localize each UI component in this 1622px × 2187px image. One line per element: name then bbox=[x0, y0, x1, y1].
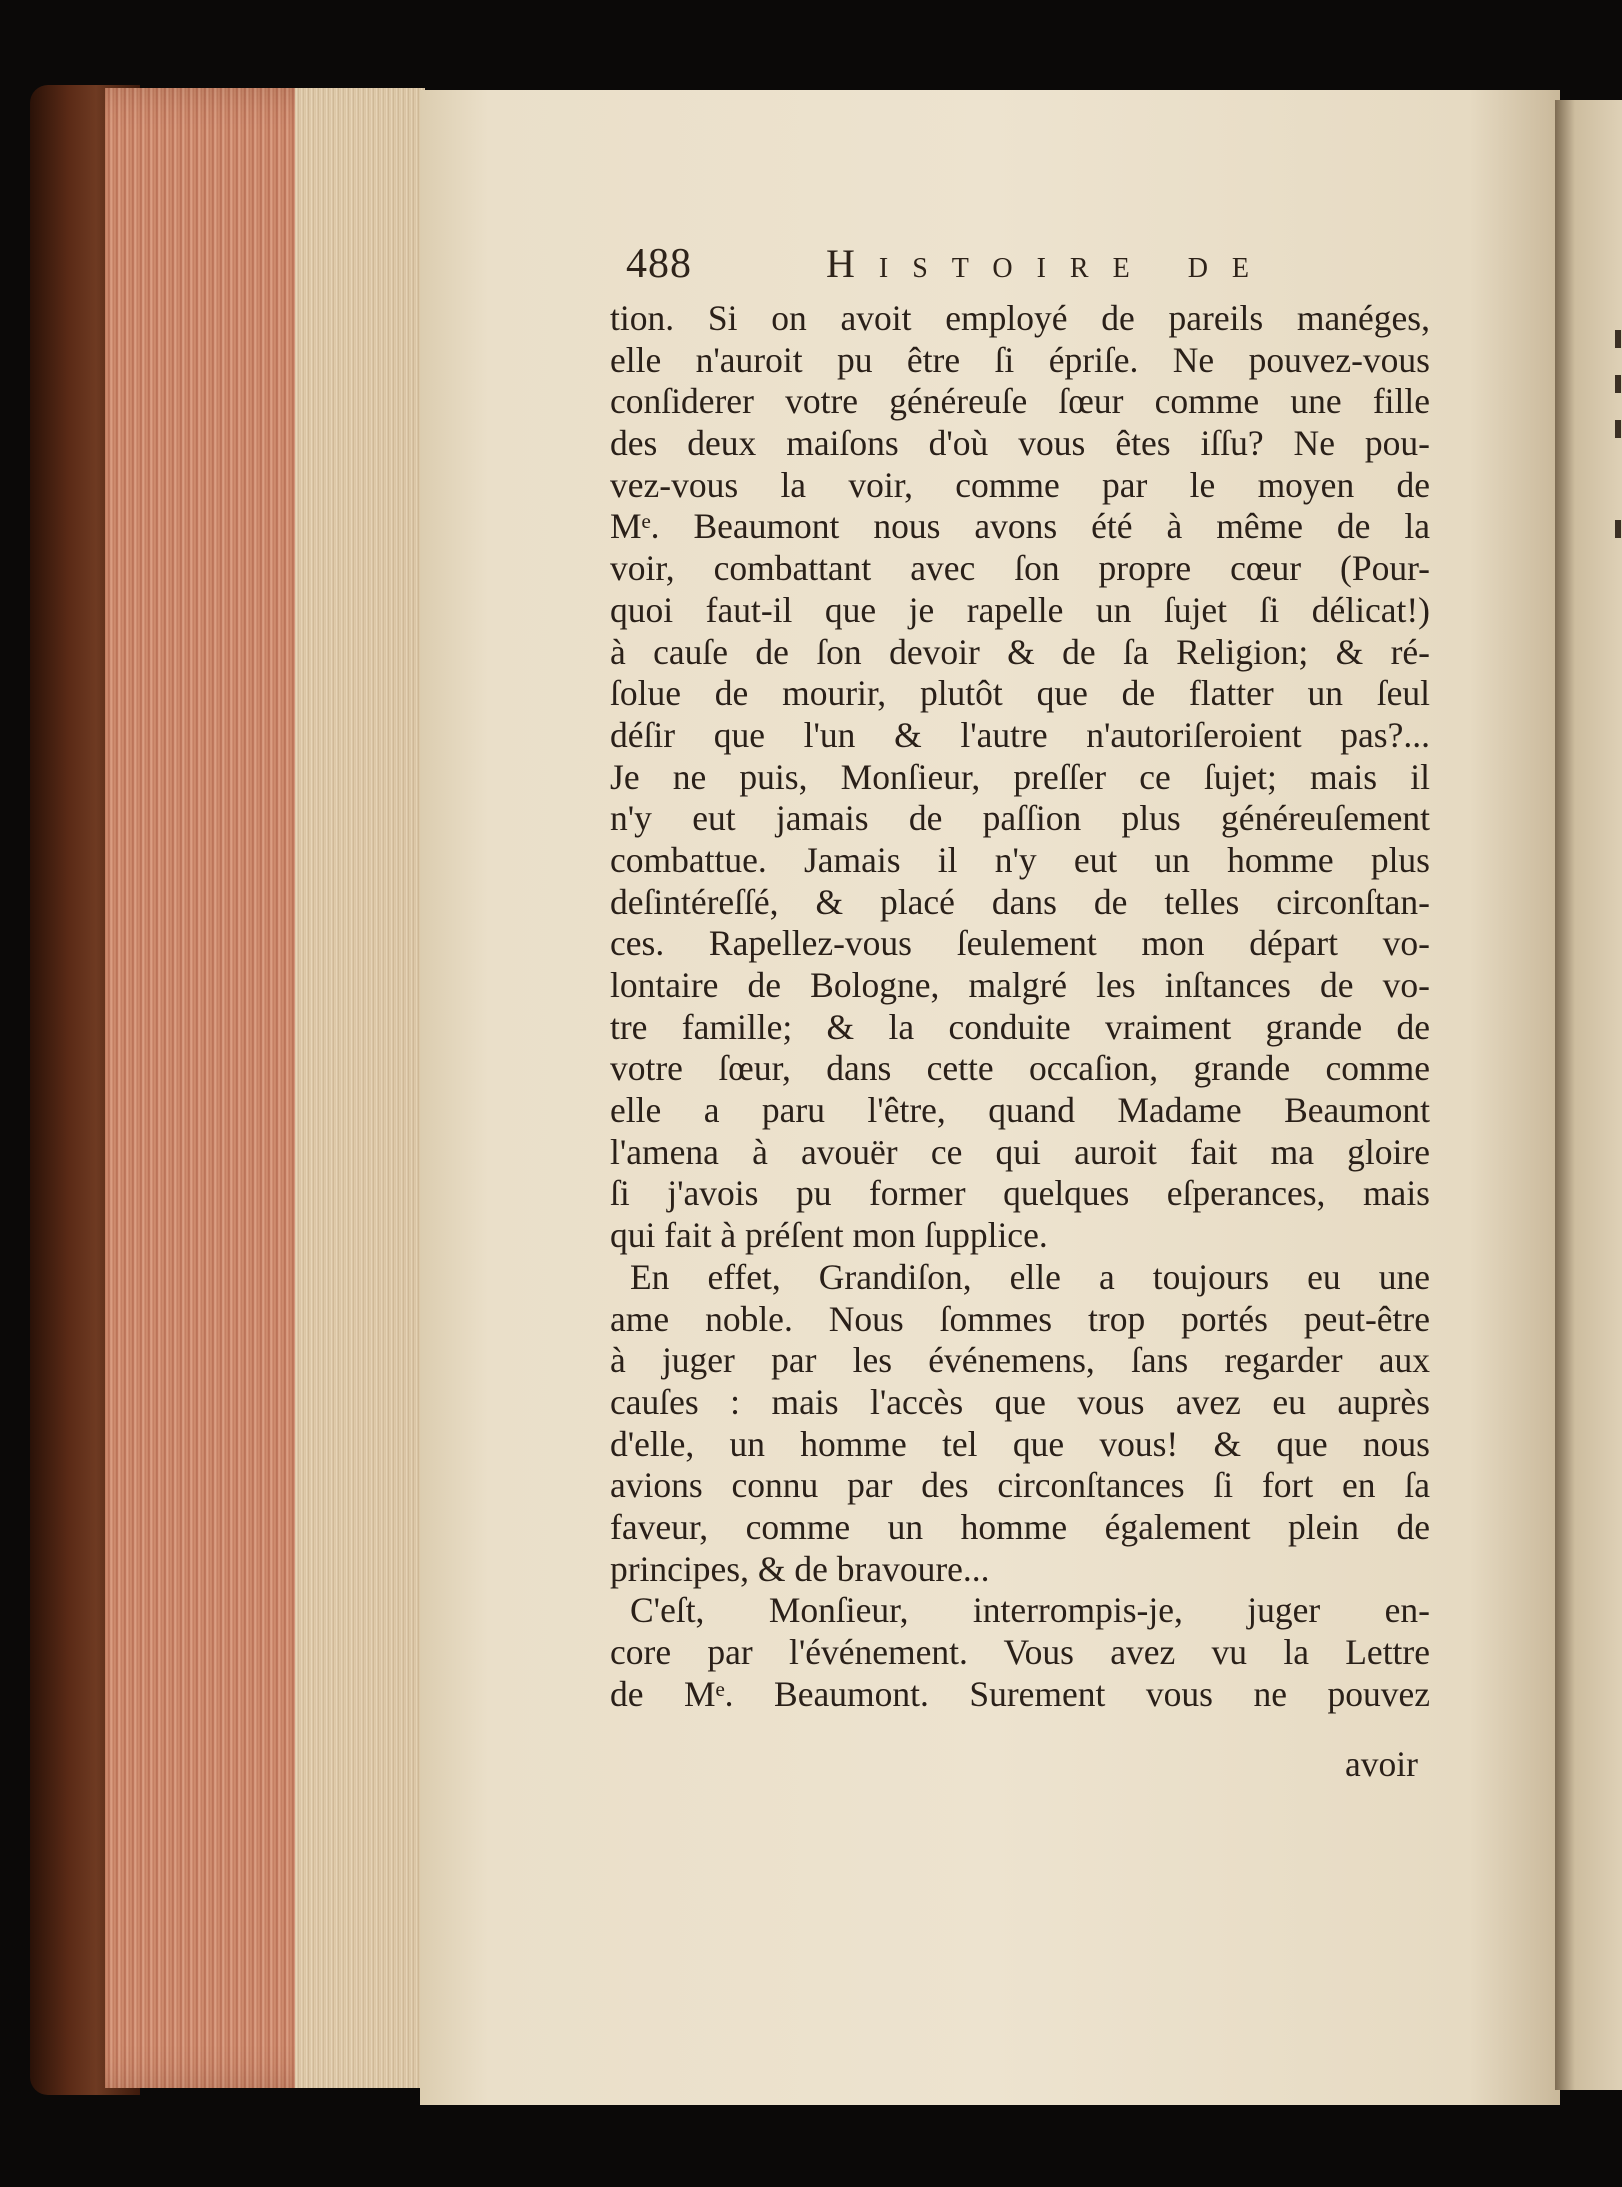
text-line: quoi faut-il que je rapelle un ſujet ſi délicat!) bbox=[610, 589, 1430, 630]
text-line: lontaire de Bologne, malgré les inſtances de vo- bbox=[610, 965, 1430, 1005]
text-line: avions connu par des circonſtances ſi fort en ſa bbox=[610, 1465, 1430, 1506]
text-line: core par l'événement. Vous avez vu la Lettre bbox=[610, 1632, 1430, 1672]
text-line: vez-vous la voir, comme par le moyen de bbox=[610, 464, 1430, 505]
text-line: faveur, comme un homme également plein de bbox=[610, 1506, 1430, 1547]
text-line: Mᵉ. Beaumont nous avons été à même de la bbox=[610, 506, 1430, 547]
text-line: cauſes : mais l'accès que vous avez eu auprès bbox=[610, 1381, 1430, 1422]
text-line: combattue. Jamais il n'y eut un homme plus bbox=[610, 839, 1430, 880]
running-title: Histoire de bbox=[826, 241, 1274, 286]
text-line: elle n'auroit pu être ſi épriſe. Ne pouvez-vous bbox=[610, 339, 1430, 380]
text-line: principes, & de bravoure... bbox=[610, 1548, 990, 1589]
text-line: En effet, Grandiſon, elle a toujours eu une bbox=[630, 1256, 1430, 1297]
text-line: n'y eut jamais de paſſion plus généreuſement bbox=[610, 798, 1430, 839]
text-line: votre ſœur, dans cette occaſion, grande comme bbox=[610, 1048, 1430, 1089]
text-line: voir, combattant avec ſon propre cœur (Pour- bbox=[610, 548, 1430, 589]
text-line: d'elle, un homme tel que vous! & que nous bbox=[610, 1423, 1430, 1464]
text-line: l'amena à avouër ce qui auroit fait ma gloire bbox=[610, 1131, 1430, 1172]
text-line: tion. Si on avoit employé de pareils manéges, bbox=[610, 298, 1430, 338]
page-number: 488 bbox=[626, 241, 692, 287]
text-line: C'eſt, Monſieur, interrompis-je, juger en- bbox=[630, 1590, 1430, 1631]
text-line: des deux maiſons d'où vous êtes iſſu? Ne pou- bbox=[610, 423, 1430, 464]
text-line: Je ne puis, Monſieur, preſſer ce ſujet; mais il bbox=[610, 756, 1430, 797]
text-line: de Mᵉ. Beaumont. Surement vous ne pouvez bbox=[610, 1673, 1430, 1714]
text-line: à cauſe de ſon devoir & de ſa Religion; & ré- bbox=[610, 631, 1430, 672]
text-line: à juger par les événemens, ſans regarder aux bbox=[610, 1340, 1430, 1381]
text-line: ces. Rapellez-vous ſeulement mon départ vo- bbox=[610, 923, 1430, 964]
catchword: avoir bbox=[1345, 1744, 1418, 1784]
text-line: deſintéreſſé, & placé dans de telles circonſtan- bbox=[610, 881, 1430, 922]
text-line: ame noble. Nous ſommes trop portés peut-être bbox=[610, 1298, 1430, 1339]
text-line: conſiderer votre généreuſe ſœur comme une fille bbox=[610, 381, 1430, 422]
text-line: déſir que l'un & l'autre n'autoriſeroient pas?... bbox=[610, 714, 1430, 755]
text-line: tre famille; & la conduite vraiment grande de bbox=[610, 1006, 1430, 1047]
text-line: qui fait à préſent mon ſupplice. bbox=[610, 1215, 1048, 1256]
text-line: elle a paru l'être, quand Madame Beaumont bbox=[610, 1090, 1430, 1131]
page-header bbox=[626, 240, 1446, 290]
text-line: ſi j'avois pu former quelques eſperances, mais bbox=[610, 1173, 1430, 1214]
body-text bbox=[610, 298, 1430, 1715]
text-line: ſolue de mourir, plutôt que de flatter un ſeul bbox=[610, 673, 1430, 714]
page-edges bbox=[105, 88, 425, 2088]
facing-page-edge bbox=[1555, 100, 1622, 2090]
